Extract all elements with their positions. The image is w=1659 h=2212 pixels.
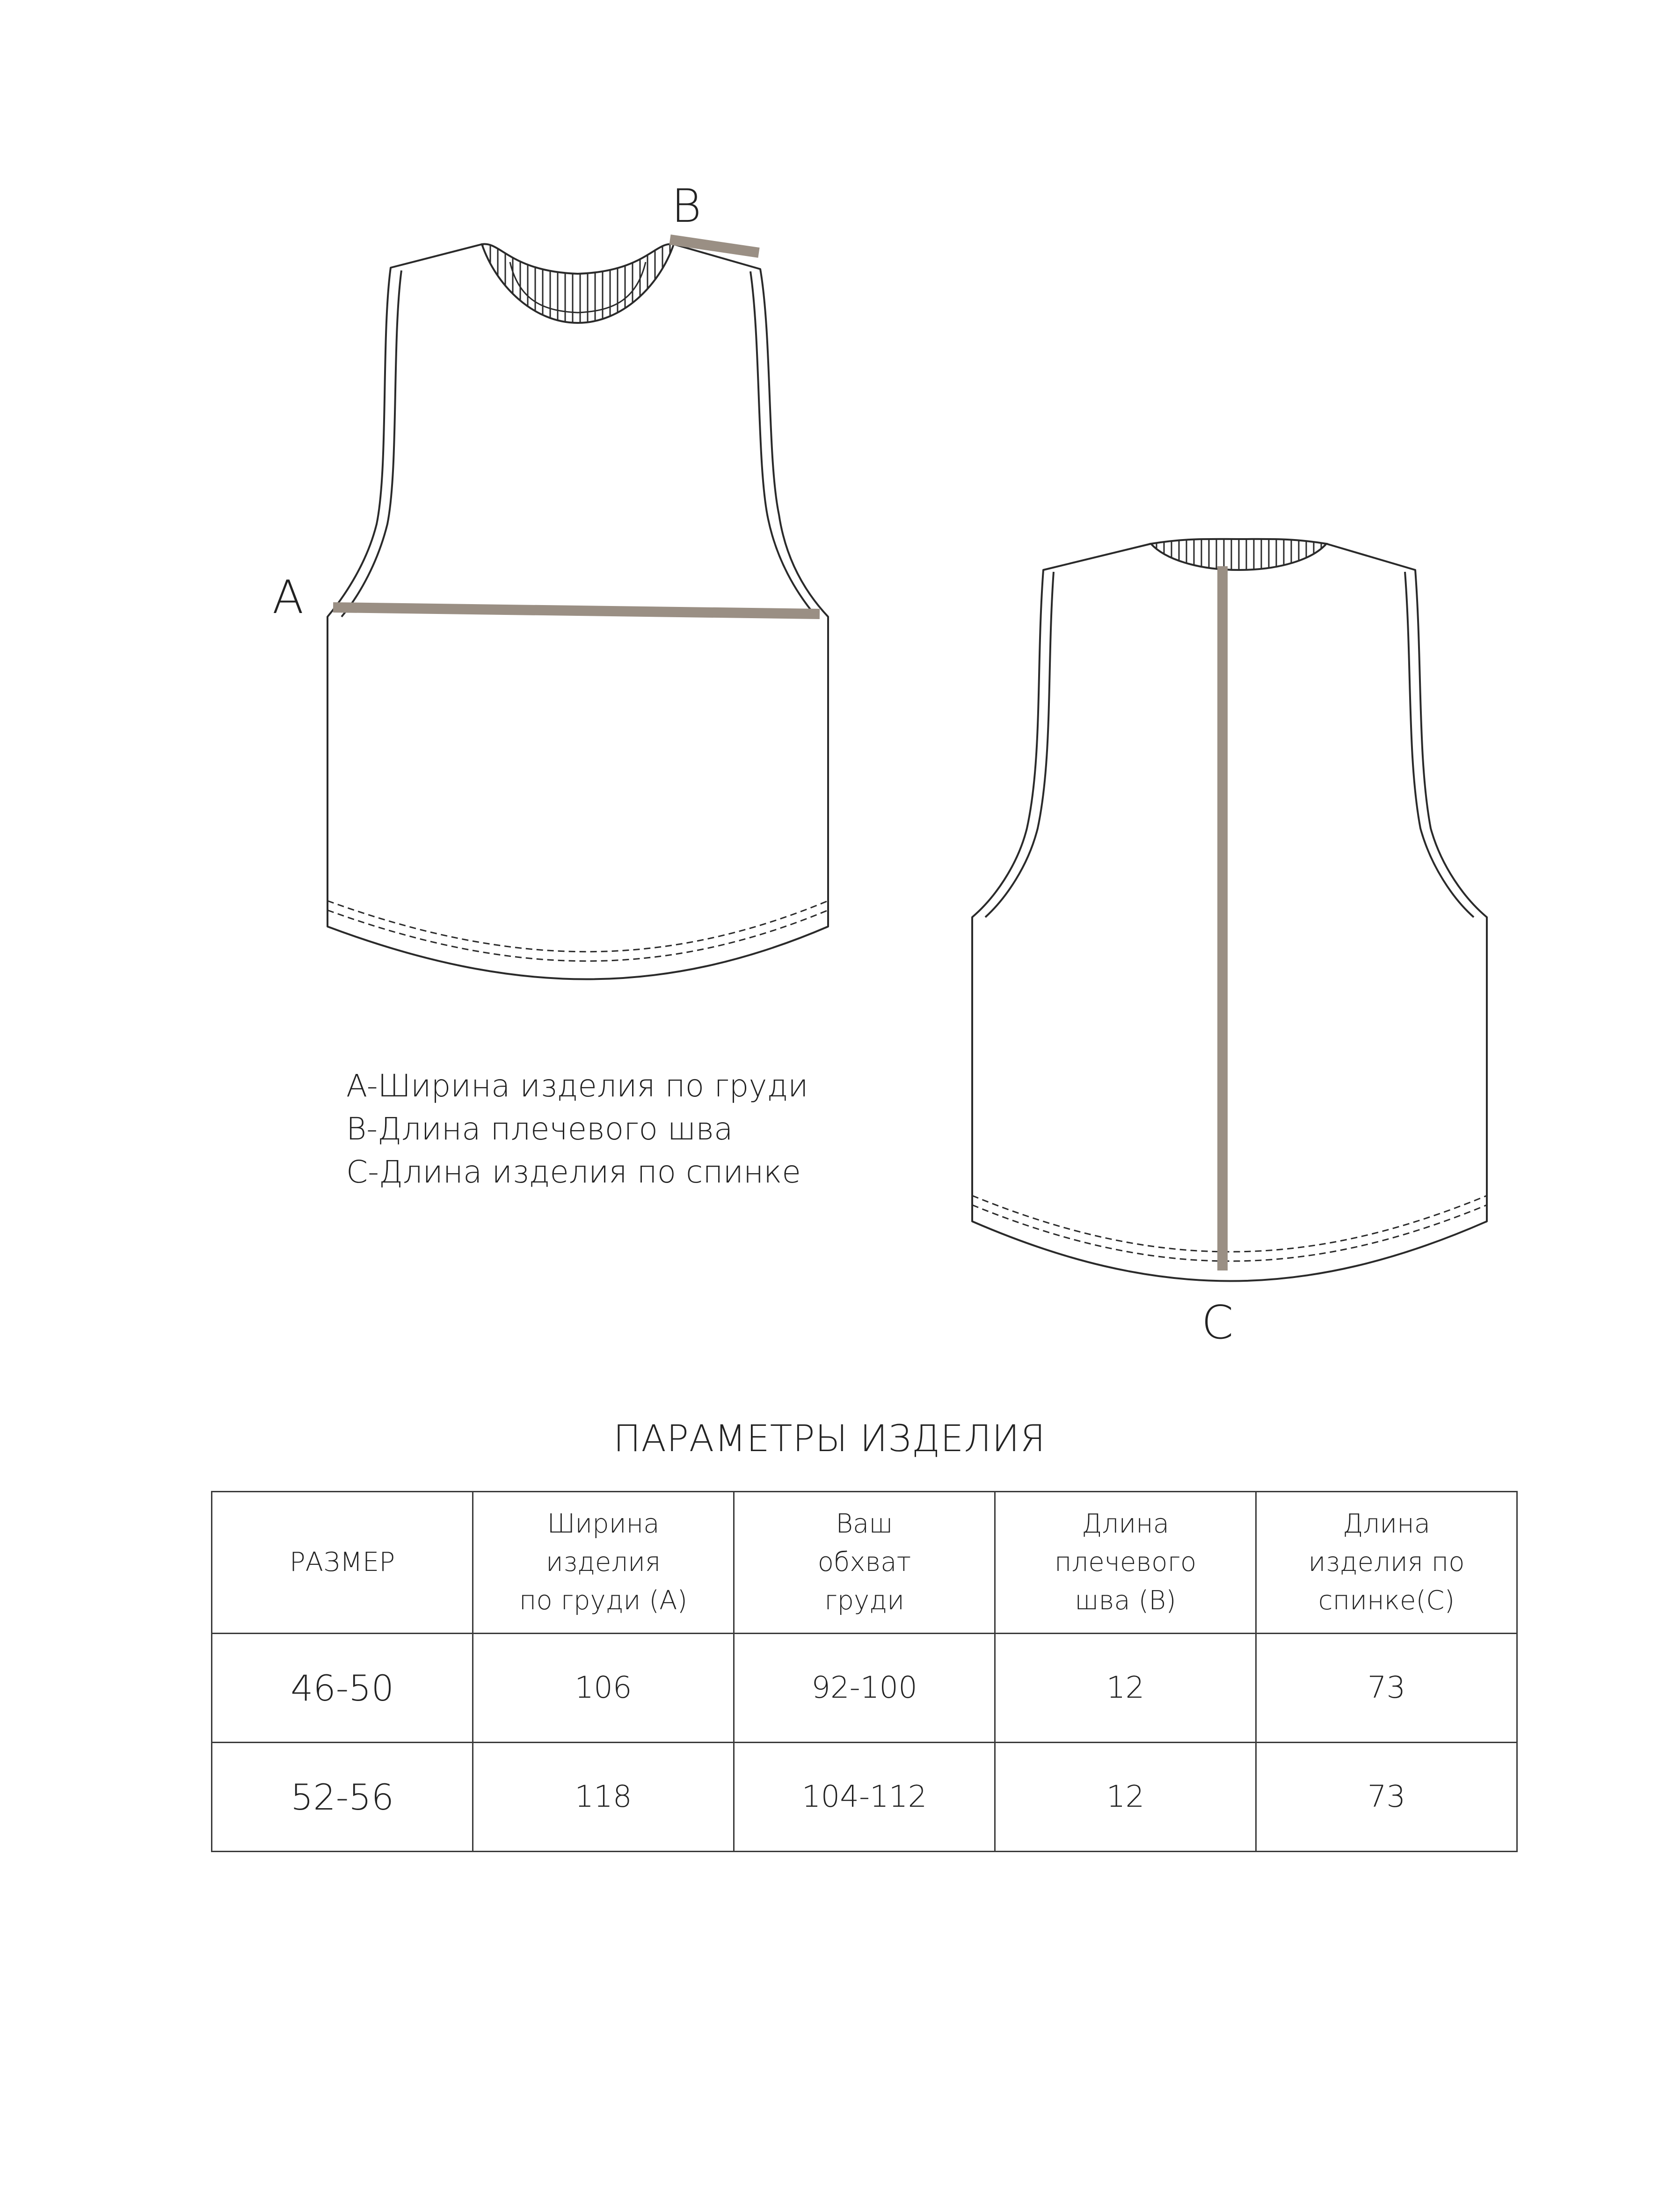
header-chest-width-line: изделия [546,1547,661,1577]
back-view [972,544,1487,1281]
table-row [212,1634,1517,1743]
table-row [212,1743,1517,1852]
header-back-length-line: Длина [1342,1509,1431,1539]
header-shoulder-line: Длина [1081,1509,1170,1539]
header-your-chest-line: Ваш [836,1509,893,1539]
table-title: ПАРАМЕТРЫ ИЗДЕЛИЯ [613,1418,1046,1460]
label-c: C [1201,1296,1234,1350]
cell-size: 46-50 [212,1634,473,1743]
table-header-row [212,1492,1517,1634]
label-b: B [671,180,702,233]
cell-chest-width: 118 [473,1743,734,1852]
legend-item-c: C-Длина изделия по спинке [346,1154,801,1190]
cell-shoulder: 12 [995,1634,1256,1743]
header-chest-width [473,1492,734,1634]
header-chest-width-line: Ширина [547,1509,660,1539]
cell-shoulder: 12 [995,1743,1256,1852]
label-a: A [272,571,304,624]
header-your-chest-line: обхват [817,1547,911,1577]
legend-item-b: B-Длина плечевого шва [346,1111,733,1147]
header-chest-width-line: по груди (А) [519,1585,688,1616]
front-armhole-seam-right [750,271,816,617]
header-size: РАЗМЕР [212,1492,473,1634]
measure-line-a [333,607,820,614]
cell-size: 52-56 [212,1743,473,1852]
measure-line-b [670,240,759,253]
header-your-chest [734,1492,995,1634]
cell-your-chest: 92-100 [734,1634,995,1743]
header-back-length [1256,1492,1517,1634]
size-parameters-table [211,1491,1518,1852]
cell-your-chest: 104-112 [734,1743,995,1852]
front-collar [482,244,674,323]
measurement-legend [346,1065,808,1194]
header-back-length-line: спинке(C) [1318,1585,1455,1616]
header-your-chest-line: груди [824,1585,904,1616]
cell-chest-width: 106 [473,1634,734,1743]
cell-back-length: 73 [1256,1634,1517,1743]
legend-item-a: A-Ширина изделия по груди [346,1068,808,1104]
front-hem-stitch-1 [327,901,828,952]
front-armhole-seam-left [342,270,401,617]
back-hem-stitch-2 [972,1205,1487,1261]
header-shoulder [995,1492,1256,1634]
back-hem-stitch-1 [972,1196,1487,1252]
header-shoulder-line: плечевого [1054,1547,1197,1577]
header-shoulder-line: шва (B) [1075,1585,1176,1616]
header-back-length-line: изделия по [1308,1547,1465,1577]
back-armhole-seam-left [985,572,1054,917]
back-collar [1151,539,1326,570]
back-armhole-seam-right [1405,572,1474,917]
cell-back-length: 73 [1256,1743,1517,1852]
